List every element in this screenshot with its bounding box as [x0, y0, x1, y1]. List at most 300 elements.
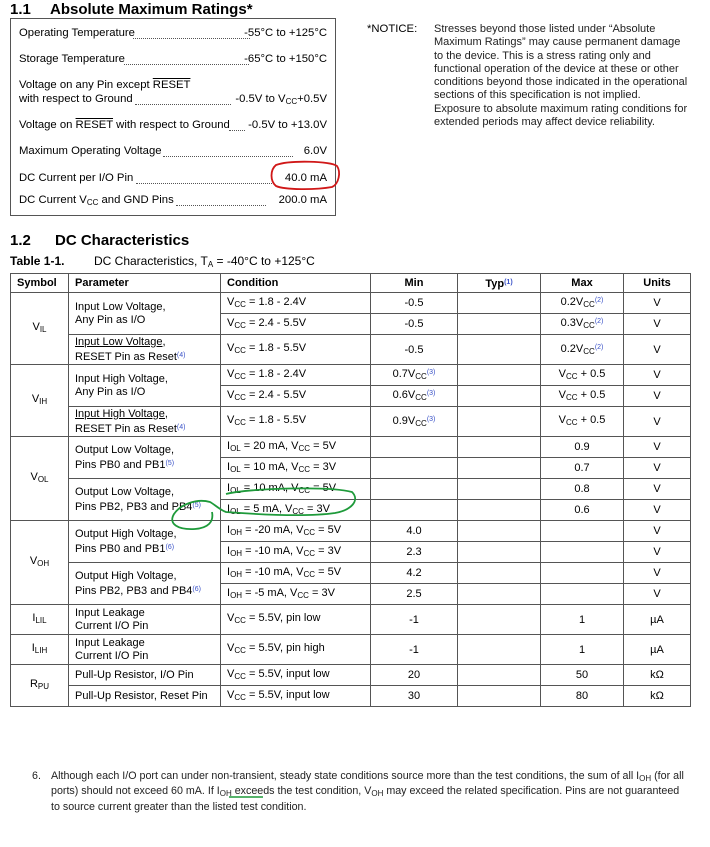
table-row — [11, 335, 691, 365]
parameter-cell — [69, 605, 221, 635]
min-cell: -0.5 — [371, 314, 458, 335]
rating-label: Operating Temperature — [19, 27, 135, 39]
units-cell: V — [624, 335, 691, 365]
rating-label-line1: Voltage on any Pin except — [19, 79, 153, 91]
subscript: CC — [583, 346, 595, 356]
text-part: 0.9V — [392, 414, 416, 427]
condition-cell — [221, 365, 371, 386]
text-part: = 5V — [310, 481, 337, 494]
parameter-cell — [69, 635, 221, 665]
condition-cell — [221, 437, 371, 458]
condition-cell — [221, 563, 371, 584]
text-part: = -10 mA, V — [242, 544, 304, 557]
typ-cell — [458, 293, 541, 314]
text-part: V — [227, 367, 235, 380]
typ-cell — [458, 458, 541, 479]
text-part: = 20 mA, V — [240, 439, 299, 452]
text-part: = -5 mA, V — [242, 586, 298, 599]
rating-voltage-reset — [19, 118, 327, 132]
min-cell — [371, 365, 458, 386]
condition-cell — [221, 314, 371, 335]
rating-label: DC Current per I/O Pin — [19, 172, 134, 184]
units-cell: V — [624, 584, 691, 605]
text-part: I — [227, 523, 231, 536]
subscript: CC — [234, 616, 246, 625]
max-cell: 0.6 — [541, 500, 624, 521]
min-cell: 2.5 — [371, 584, 458, 605]
symbol-subscript: OH — [37, 559, 50, 568]
symbol-subscript: LIL — [35, 616, 47, 625]
param-line: Pins PB2, PB3 and PB4 — [75, 500, 193, 513]
table-row — [11, 437, 691, 458]
text-part: V — [227, 316, 235, 329]
text-part: = 3V — [315, 544, 342, 557]
text-part: = 5.5V, pin low — [245, 612, 321, 624]
text-part: = 3V — [308, 586, 335, 599]
param-line: Input High Voltage, — [75, 372, 168, 385]
subscript: OL — [230, 485, 241, 495]
max-cell — [541, 563, 624, 584]
symbol-subscript: PU — [37, 682, 50, 691]
subscript: OH — [230, 590, 243, 600]
max-cell: 0.9 — [541, 437, 624, 458]
units-cell: kΩ — [624, 686, 691, 707]
table-row — [11, 293, 691, 314]
text-part: + 0.5 — [577, 414, 606, 426]
symbol-cell — [11, 437, 69, 521]
rating-value: -55°C to +125°C — [244, 27, 327, 39]
header-min: Min — [371, 274, 458, 293]
units-cell: V — [624, 458, 691, 479]
rating-voltage-any-pin — [19, 78, 327, 92]
reset-overline: RESET — [75, 119, 114, 131]
param-line: Input Low Voltage, — [75, 300, 166, 313]
symbol-cell — [11, 365, 69, 437]
subscript: CC — [234, 371, 246, 381]
units-cell: µA — [624, 635, 691, 665]
typ-cell — [458, 314, 541, 335]
typ-cell — [458, 635, 541, 665]
param-line: Output High Voltage, — [75, 527, 177, 540]
text-part: V — [227, 388, 235, 401]
rating-label — [19, 193, 174, 210]
units-cell: V — [624, 314, 691, 335]
condition-cell — [221, 479, 371, 500]
subscript: CC — [292, 506, 304, 516]
subscript: CC — [234, 320, 246, 330]
table-row — [11, 686, 691, 707]
param-line: Input Leakage — [75, 606, 145, 619]
section-number: 1.1 — [10, 1, 31, 18]
text-part: = -10 mA, V — [242, 565, 304, 578]
subscript: OH — [230, 548, 243, 558]
condition-cell — [221, 335, 371, 365]
section-title-absolute-max — [10, 1, 253, 18]
subscript: OL — [230, 443, 241, 453]
text-part: = 3V — [303, 502, 330, 515]
text-part: 0.2V — [560, 296, 584, 308]
footnote-sub: OH — [639, 774, 652, 783]
subscript: CC — [234, 671, 246, 681]
typ-cell — [458, 542, 541, 563]
text-part: + 0.5 — [577, 388, 606, 401]
header-typ-ref: (1) — [504, 278, 513, 286]
notice-label: *NOTICE: — [367, 23, 418, 35]
header-symbol: Symbol — [11, 274, 69, 293]
typ-cell — [458, 563, 541, 584]
subscript: CC — [565, 392, 578, 402]
leader-dots — [124, 64, 249, 65]
condition-cell — [221, 605, 371, 635]
table-caption-label: Table 1-1. — [10, 254, 65, 268]
section-number: 1.2 — [10, 232, 31, 249]
footnote-ref: (3) — [426, 390, 436, 397]
min-cell: 30 — [371, 686, 458, 707]
max-cell — [541, 335, 624, 365]
subscript: CC — [234, 299, 246, 309]
param-line: Pins PB0 and PB1 — [75, 542, 166, 555]
dc-characteristics-table — [10, 273, 691, 707]
typ-cell — [458, 686, 541, 707]
table-row — [11, 479, 691, 500]
subscript: CC — [303, 548, 316, 558]
rating-value: 6.0V — [303, 145, 327, 157]
text-part: V — [227, 414, 235, 426]
table-caption-text: DC Characteristics, T — [94, 254, 208, 268]
notice-text: Stresses beyond those listed under “Absolute Maximum Ratings” may cause permanent damage to the device. This is a stress rating only and functional operation of the device at these or other conditions beyond those indicated in the operational sections of this specification is not implied. Exposure to absolute maximum rating conditions for extended periods may affect device reliability. — [434, 23, 688, 129]
header-typ — [458, 274, 541, 293]
rating-voltage-any-pin-line2 — [19, 92, 327, 109]
min-cell — [371, 386, 458, 407]
label-subscript: CC — [86, 198, 99, 207]
min-cell — [371, 407, 458, 437]
typ-cell — [458, 584, 541, 605]
header-parameter: Parameter — [69, 274, 221, 293]
units-cell: V — [624, 479, 691, 500]
parameter-cell — [69, 665, 221, 686]
max-cell: 50 — [541, 665, 624, 686]
symbol-cell — [11, 635, 69, 665]
symbol-text: R — [29, 678, 38, 690]
text-part: = 10 mA, V — [240, 460, 299, 473]
subscript: CC — [234, 346, 246, 355]
min-cell: 2.3 — [371, 542, 458, 563]
leader-dots — [176, 205, 266, 206]
input-high-label: Input High Voltage, — [75, 407, 168, 420]
section-title-dc-characteristics — [10, 232, 189, 249]
units-cell: V — [624, 365, 691, 386]
table-header-row — [11, 274, 691, 293]
label-post: with respect to Ground — [113, 119, 230, 131]
max-cell: 0.7 — [541, 458, 624, 479]
condition-cell — [221, 542, 371, 563]
subscript: CC — [234, 646, 246, 655]
text-part: = 2.4 - 5.5V — [245, 388, 307, 401]
condition-cell — [221, 500, 371, 521]
footnote-highlight-60ma: 60 mA — [171, 785, 202, 798]
param-line: Output Low Voltage, — [75, 443, 175, 456]
max-cell: 1 — [541, 605, 624, 635]
footnote-number: 6. — [32, 770, 41, 782]
param-line: Current I/O Pin — [75, 619, 149, 632]
table-body — [11, 293, 691, 707]
parameter-cell — [69, 563, 221, 605]
subscript: OH — [230, 527, 243, 537]
footnote-ref: (2) — [594, 318, 604, 325]
condition-cell — [221, 386, 371, 407]
min-cell: -0.5 — [371, 335, 458, 365]
symbol-cell — [11, 293, 69, 365]
text-part: I — [227, 586, 231, 599]
caption-subscript: A — [207, 260, 214, 269]
text-part: 0.2V — [560, 342, 584, 355]
typ-cell — [458, 386, 541, 407]
text-part: V — [558, 414, 566, 426]
subscript: CC — [583, 321, 595, 330]
symbol-cell — [11, 605, 69, 635]
text-part: V — [558, 388, 566, 401]
symbol-text: I — [31, 642, 35, 654]
rating-label-line2: with respect to Ground — [19, 93, 133, 105]
condition-cell — [221, 635, 371, 665]
units-cell: V — [624, 542, 691, 563]
parameter-cell — [69, 293, 221, 335]
min-cell — [371, 458, 458, 479]
subscript: CC — [234, 692, 246, 702]
max-cell — [541, 584, 624, 605]
rating-value: 40.0 mA — [284, 172, 327, 184]
units-cell: V — [624, 386, 691, 407]
text-part: = 5V — [315, 523, 342, 536]
subscript: OL — [230, 506, 241, 516]
subscript: CC — [583, 300, 595, 309]
symbol-cell — [11, 665, 69, 707]
rating-value: -0.5V to +13.0V — [248, 119, 327, 131]
condition-cell — [221, 407, 371, 437]
label-post: and GND Pins — [98, 194, 174, 206]
parameter-cell — [69, 686, 221, 707]
footnote-part: . If I — [201, 785, 220, 798]
symbol-subscript: IL — [39, 325, 47, 334]
footnote-text — [51, 770, 690, 814]
min-cell: 4.0 — [371, 521, 458, 542]
symbol-subscript: LIH — [34, 646, 48, 655]
min-cell: -1 — [371, 605, 458, 635]
min-cell: -1 — [371, 635, 458, 665]
rating-value: 200.0 mA — [278, 194, 327, 206]
header-typ-text: Typ — [485, 277, 505, 290]
max-cell: 1 — [541, 635, 624, 665]
min-cell: -0.5 — [371, 293, 458, 314]
symbol-text: V — [30, 471, 38, 483]
units-cell: V — [624, 563, 691, 584]
typ-cell — [458, 479, 541, 500]
min-cell: 20 — [371, 665, 458, 686]
section-heading: DC Characteristics — [55, 232, 190, 249]
reset-label: RESET Pin as Reset — [75, 422, 177, 435]
label-pre: Voltage on — [19, 119, 76, 131]
reset-label: RESET Pin as Reset — [75, 350, 177, 363]
condition-cell — [221, 293, 371, 314]
parameter-cell — [69, 335, 221, 365]
label-pre: DC Current V — [19, 194, 87, 206]
absolute-max-ratings-box — [10, 18, 336, 216]
units-cell: kΩ — [624, 665, 691, 686]
param-line: Pull-Up Resistor, Reset Pin — [75, 689, 208, 702]
text-part: = 5.5V, input low — [245, 667, 330, 680]
symbol-text: V — [31, 393, 40, 405]
text-part: V — [227, 642, 235, 654]
text-part: = 5V — [315, 565, 342, 578]
param-line: Output High Voltage, — [75, 569, 177, 582]
subscript: OH — [230, 569, 243, 579]
units-cell: V — [624, 293, 691, 314]
text-part: = 5V — [310, 439, 337, 452]
rating-label: Storage Temperature — [19, 53, 125, 65]
text-part: 0.7V — [392, 368, 416, 380]
text-part: I — [227, 544, 231, 557]
header-max: Max — [541, 274, 624, 293]
param-line: Current I/O Pin — [75, 649, 149, 662]
max-cell — [541, 407, 624, 437]
typ-cell — [458, 407, 541, 437]
text-part: = 10 mA, V — [240, 481, 299, 494]
symbol-text: I — [32, 612, 36, 624]
text-part: = 1.8 - 5.5V — [245, 342, 307, 354]
param-line: Pins PB2, PB3 and PB4 — [75, 584, 193, 597]
typ-cell — [458, 437, 541, 458]
footnote-part: Although each I/O port can under non-transient, steady state conditions source more than the test conditions, the sum of all I — [51, 770, 640, 782]
units-cell: µA — [624, 605, 691, 635]
typ-cell — [458, 665, 541, 686]
leader-dots — [133, 38, 250, 39]
text-part: V — [227, 688, 235, 701]
min-cell — [371, 437, 458, 458]
min-cell — [371, 500, 458, 521]
text-part: = 3V — [310, 460, 337, 473]
header-condition: Condition — [221, 274, 371, 293]
text-part: = 5.5V, pin high — [245, 642, 325, 654]
table-row — [11, 407, 691, 437]
symbol-text: V — [32, 321, 40, 333]
leader-dots — [135, 104, 231, 105]
text-part: + 0.5 — [577, 367, 606, 380]
table-row — [11, 665, 691, 686]
table-row — [11, 521, 691, 542]
text-part: = 1.8 - 2.4V — [245, 295, 307, 308]
footnote-part: may exceed the related specification. Pins are not guaranteed to source current greater than the listed test condition. — [51, 785, 680, 813]
text-part: I — [227, 502, 231, 515]
footnote-ref: (6) — [165, 543, 175, 551]
header-units: Units — [624, 274, 691, 293]
subscript: CC — [415, 418, 427, 428]
subscript: CC — [234, 392, 246, 402]
subscript: CC — [415, 393, 427, 402]
max-cell — [541, 365, 624, 386]
table-row — [11, 635, 691, 665]
text-part: = 5 mA, V — [240, 502, 293, 515]
param-line: Pins PB0 and PB1 — [75, 458, 166, 471]
text-part: V — [227, 295, 235, 308]
footnote-ref: (3) — [426, 369, 436, 376]
rating-label — [19, 78, 190, 92]
text-part: 0.6V — [392, 389, 416, 401]
subscript: CC — [303, 527, 316, 537]
units-cell: V — [624, 500, 691, 521]
footnote-sub: OH — [219, 789, 232, 799]
leader-dots — [163, 156, 293, 157]
text-part: V — [558, 367, 566, 380]
typ-cell — [458, 335, 541, 365]
footnote — [34, 770, 690, 814]
rating-label: Maximum Operating Voltage — [19, 145, 162, 157]
value-subscript: CC — [285, 97, 298, 106]
text-part: = 5.5V, input low — [245, 688, 330, 701]
max-cell — [541, 542, 624, 563]
text-part: 0.3V — [560, 317, 584, 329]
subscript: CC — [234, 418, 246, 427]
footnote-ref: (2) — [594, 297, 604, 304]
leader-dots — [229, 130, 245, 131]
table-row — [11, 605, 691, 635]
text-part: I — [227, 565, 231, 578]
subscript: CC — [298, 443, 311, 453]
condition-cell — [221, 665, 371, 686]
parameter-cell — [69, 365, 221, 407]
subscript: CC — [565, 418, 578, 427]
max-cell — [541, 314, 624, 335]
input-low-label: Input Low Voltage, — [75, 335, 166, 348]
leader-dots — [136, 183, 272, 184]
subscript: CC — [298, 464, 311, 474]
subscript: CC — [303, 569, 316, 579]
rating-label — [19, 118, 230, 132]
text-part: V — [227, 667, 235, 680]
footnote-part: exceeds the test condition, V — [231, 785, 372, 798]
table-caption — [10, 254, 315, 269]
symbol-text: V — [29, 555, 38, 567]
footnote-sub: OH — [371, 789, 384, 799]
footnote-ref: (6) — [192, 585, 201, 593]
footnote-ref: (4) — [176, 423, 186, 431]
condition-cell — [221, 458, 371, 479]
footnote-ref: (5) — [165, 459, 175, 467]
symbol-subscript: OL — [37, 475, 49, 484]
footnote-ref: (5) — [192, 501, 201, 509]
footnote-part: (for all ports) should not exceed — [51, 770, 684, 798]
param-line: Any Pin as I/O — [75, 313, 146, 326]
table-row — [11, 563, 691, 584]
units-cell: V — [624, 437, 691, 458]
param-line: Any Pin as I/O — [75, 385, 146, 398]
text-part: = -20 mA, V — [242, 523, 304, 536]
footnote-ref: (2) — [594, 343, 604, 351]
value-text-post: +0.5V — [297, 93, 327, 105]
subscript: CC — [298, 485, 311, 495]
condition-cell — [221, 686, 371, 707]
rating-value — [235, 92, 327, 109]
text-part: I — [227, 460, 231, 473]
rating-value: -65°C to +150°C — [244, 53, 327, 65]
reset-overline: RESET — [152, 79, 191, 91]
min-cell: 4.2 — [371, 563, 458, 584]
symbol-cell — [11, 521, 69, 605]
min-cell — [371, 479, 458, 500]
param-line: Input Leakage — [75, 636, 145, 649]
subscript: OL — [230, 464, 241, 474]
typ-cell — [458, 365, 541, 386]
param-line: Pull-Up Resistor, I/O Pin — [75, 668, 194, 681]
